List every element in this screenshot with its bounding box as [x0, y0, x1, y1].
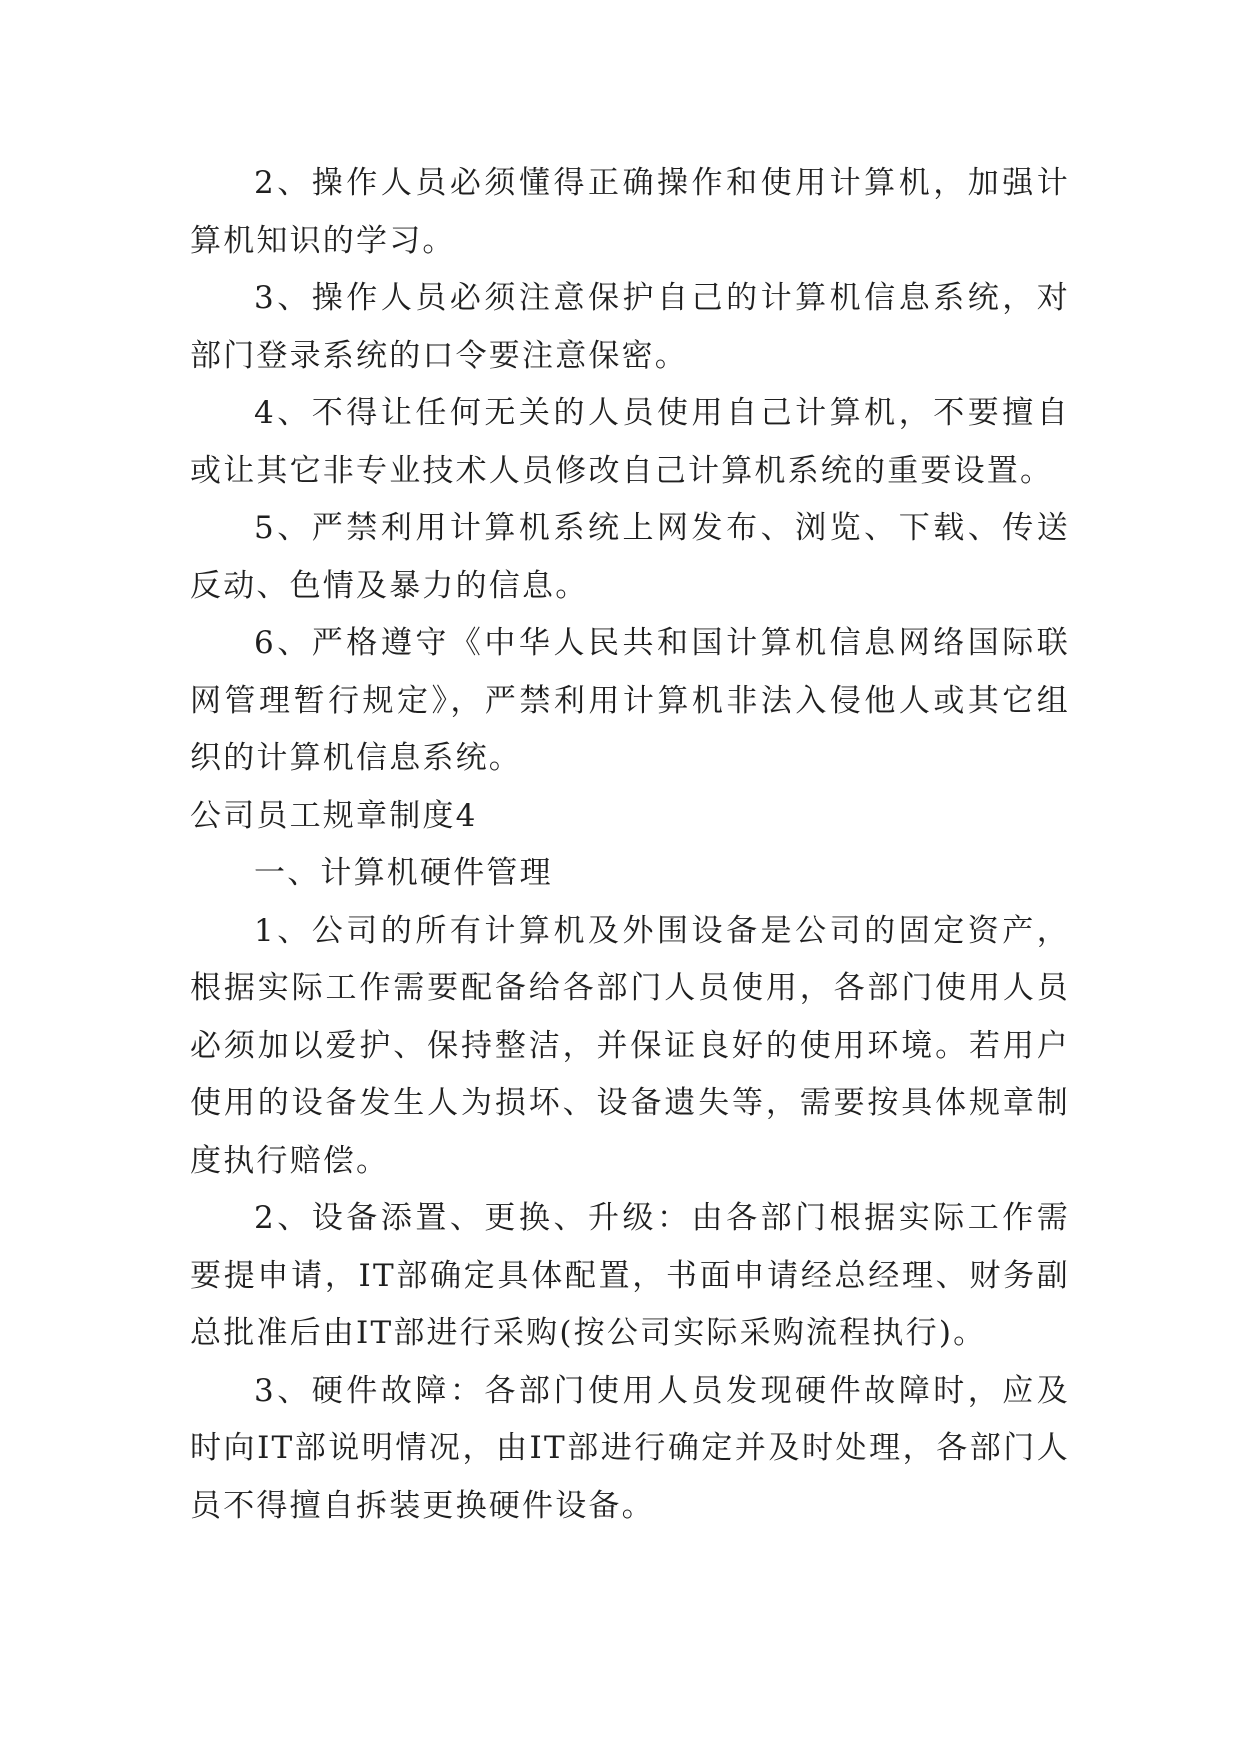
paragraph-network-regulations: 6、严格遵守《中华人民共和国计算机信息网络国际联网管理暂行规定》，严禁利用计算机非法入侵他人或其它组织的计算机信息系统。 [190, 625, 1070, 776]
paragraph-prohibited-content: 5、严禁利用计算机系统上网发布、浏览、下载、传送反动、色情及暴力的信息。 [190, 510, 1070, 604]
paragraph-equipment-upgrade: 2、设备添置、更换、升级：由各部门根据实际工作需要提申请，IT部确定具体配置，书面申请经总经理、财务副总批准后由IT部进行采购(按公司实际采购流程执行)。 [190, 1200, 1070, 1351]
subsection-title: 一、计算机硬件管理 [254, 855, 553, 891]
paragraph-unauthorized-use: 4、不得让任何无关的人员使用自己计算机，不要擅自或让其它非专业技术人员修改自己计算机系统的重要设置。 [190, 395, 1070, 489]
paragraph-system-protection: 3、操作人员必须注意保护自己的计算机信息系统，对部门登录系统的口令要注意保密。 [190, 280, 1070, 374]
document-body [190, 155, 1070, 1535]
section-title: 公司员工规章制度4 [190, 797, 478, 834]
paragraph-fixed-assets: 1、公司的所有计算机及外围设备是公司的固定资产，根据实际工作需要配备给各部门人员使用，各部门使用人员必须加以爱护、保持整洁，并保证良好的使用环境。若用户使用的设备发生人为损坏、设备遗失等，需要按具体规章制度执行赔偿。 [190, 912, 1070, 1179]
paragraph-operator-knowledge: 2、操作人员必须懂得正确操作和使用计算机，加强计算机知识的学习。 [190, 165, 1070, 259]
paragraph-hardware-fault: 3、硬件故障：各部门使用人员发现硬件故障时，应及时向IT部说明情况，由IT部进行确定并及时处理，各部门人员不得擅自拆装更换硬件设备。 [190, 1372, 1070, 1524]
